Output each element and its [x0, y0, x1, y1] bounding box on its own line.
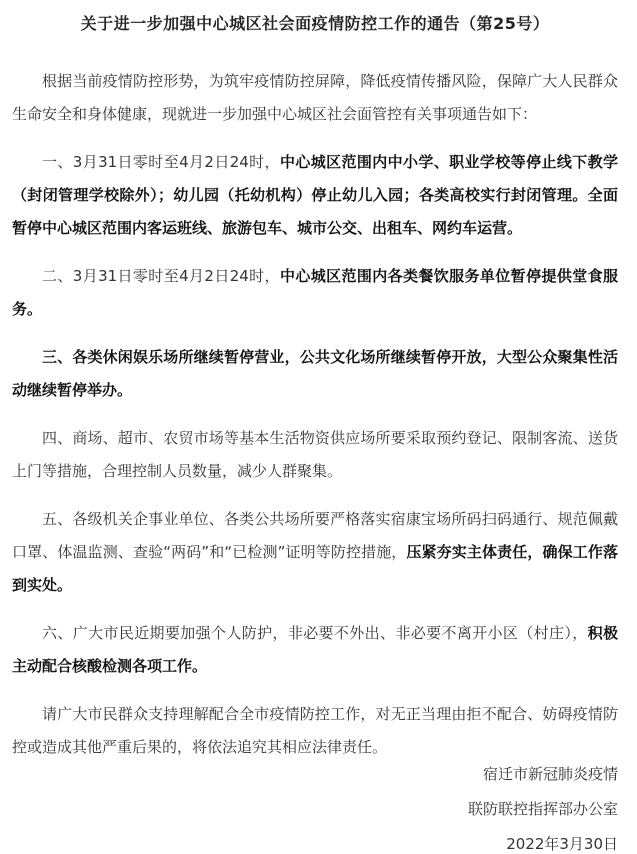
notice-title: 关于进一步加强中心城区社会面疫情防控工作的通告（第25号）	[80, 14, 550, 33]
item-six-bold-text: 积极主动配合核酸检测各项工作。	[12, 624, 618, 675]
item-four-text: 四、商场、超市、农贸市场等基本生活物资供应场所要采取预约登记、限制客流、送货上门等措施，合理控制人员数量，减少人群聚集。	[12, 429, 618, 480]
item-one-prefix: 一、3月31日零时至4月2日24时，	[42, 153, 280, 171]
item-two-bold-text: 中心城区范围内各类餐饮服务单位暂停提供堂食服务。	[12, 267, 618, 318]
intro-paragraph	[12, 65, 618, 131]
closing-paragraph	[12, 698, 618, 764]
item-one-paragraph	[12, 146, 618, 245]
item-four-paragraph	[12, 422, 618, 488]
signature-org-line1: 宿迁市新冠肺炎疫情	[482, 765, 618, 783]
item-one-bold-text: 中心城区范围内中小学、职业学校等停止线下教学（封闭管理学校除外）；幼儿园（托幼机构）停止幼儿入园；各类高校实行封闭管理。全面暂停中心城区范围内客运班线、旅游包车、城市公交、出租车、网约车运营。	[12, 153, 618, 237]
item-six-plain-text: 六、广大市民近期要加强个人防护，非必要不外出、非必要不离开小区（村庄），	[42, 624, 588, 642]
item-three-bold-text: 三、各类休闲娱乐场所继续暂停营业，公共文化场所继续暂停开放，大型公众聚集性活动继续暂停举办。	[12, 348, 618, 399]
item-six-paragraph	[12, 617, 618, 683]
item-two-prefix: 二、3月31日零时至4月2日24时，	[42, 267, 280, 285]
item-five-bold-text: 压紧夯实主体责任，确保工作落到实处。	[12, 543, 618, 594]
intro-text: 根据当前疫情防控形势，为筑牢疫情防控屏障，降低疫情传播风险，保障广大人民群众生命安全和身体健康，现就进一步加强中心城区社会面管控有关事项通告如下：	[12, 72, 618, 123]
item-five-paragraph	[12, 503, 618, 602]
item-two-paragraph	[12, 260, 618, 326]
signature-date: 2022年3月30日	[506, 835, 618, 853]
item-three-paragraph	[12, 341, 618, 407]
closing-text: 请广大市民群众支持理解配合全市疫情防控工作，对无正当理由拒不配合、妨碍疫情防控或造成其他严重后果的，将依法追究其相应法律责任。	[12, 705, 618, 756]
signature-org-line2: 联防联控指挥部办公室	[467, 800, 618, 818]
item-five-plain-text: 五、各级机关企事业单位、各类公共场所要严格落实宿康宝场所码扫码通行、规范佩戴口罩、体温监测、查验“两码”和“已检测”证明等防控措施，	[12, 510, 618, 561]
